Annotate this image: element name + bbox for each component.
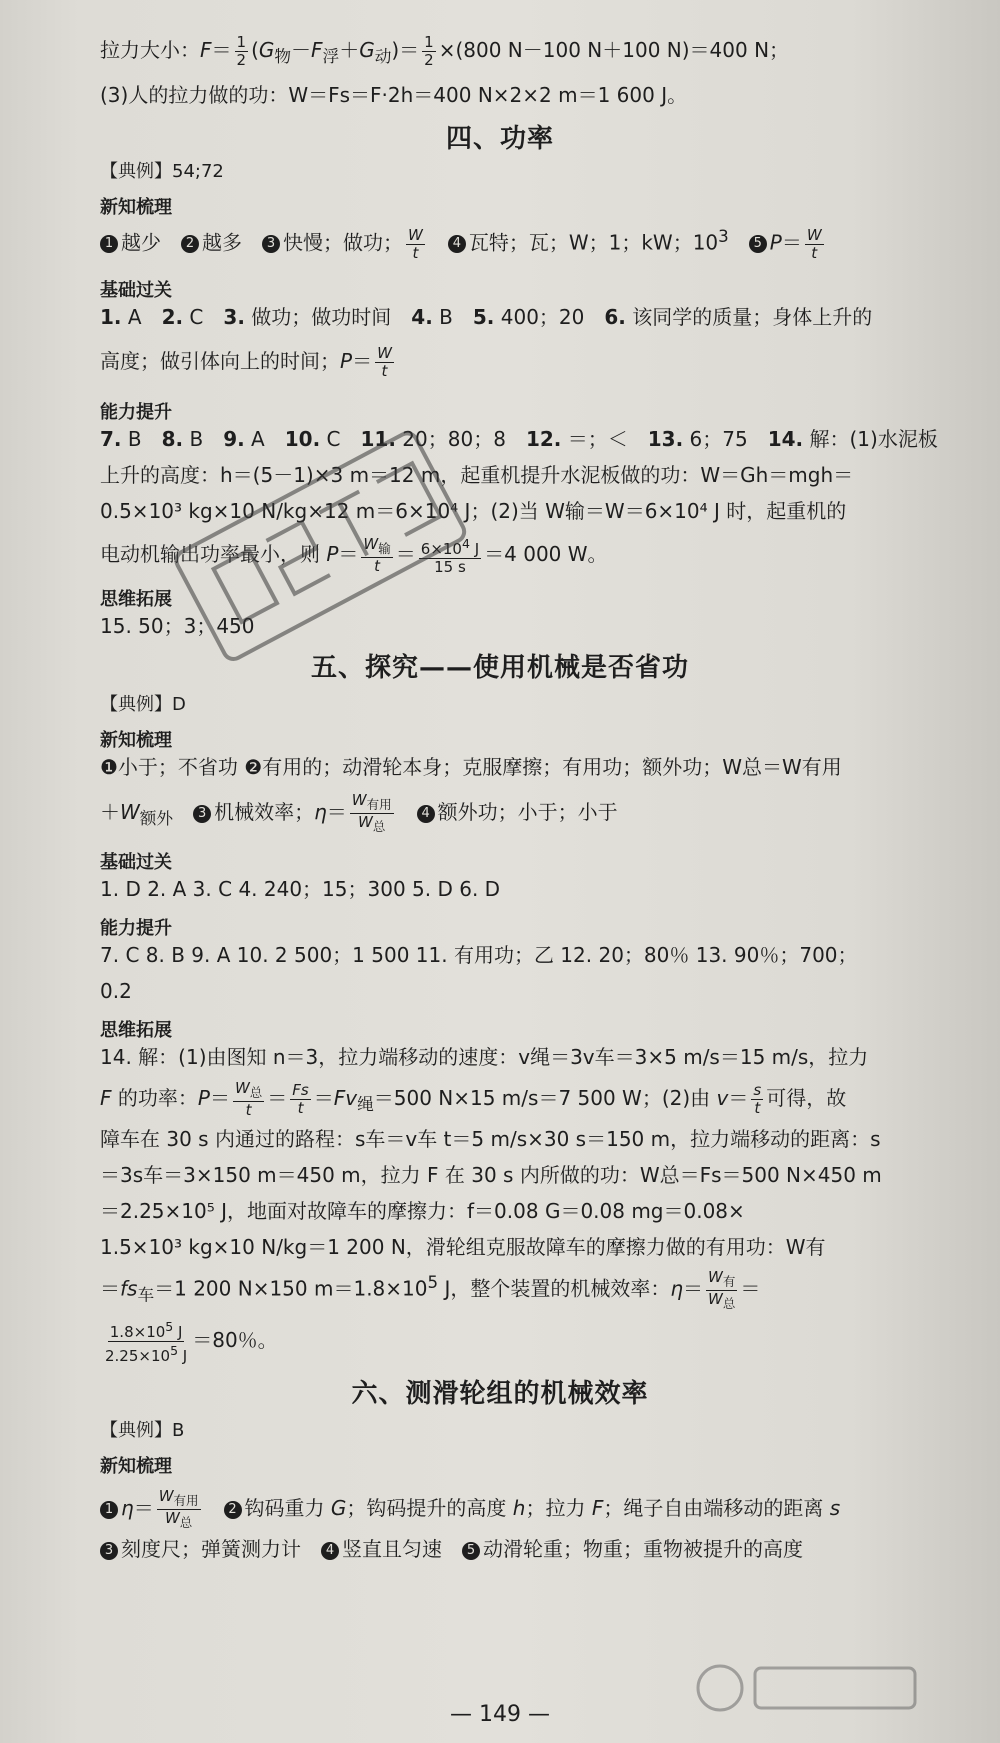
text-line: $+W_{额外}$ 3 机械效率；η＝ $\frac{W_{有用}}{W_总}$ 4 额外功；小于；小于 bbox=[100, 791, 618, 834]
text-line: 0.2 bbox=[100, 979, 132, 1003]
text-line: 14. 解：(1)由图知 n＝3，拉力端移动的速度：v绳＝3v车＝3×5 m/s＝15 m/s，拉力 bbox=[100, 1045, 869, 1069]
example-answer: 【典例】54;72 bbox=[100, 161, 224, 182]
subsection-label: 能力提升 bbox=[100, 402, 172, 423]
subsection-label: 新知梳理 bbox=[100, 1456, 172, 1477]
text-line: 15. 50；3；450 bbox=[100, 614, 255, 638]
page-number: — 149 — bbox=[450, 1702, 550, 1727]
text-line: 7. B 8. B 9. A 10. C 11. 20；80；8 12. ＝；＜ 13. 6；75 14. 解：(1)水泥板 bbox=[100, 427, 938, 451]
text-line: 1.5×10³ kg×10 N/kg＝1 200 N，滑轮组克服故障车的摩擦力做的有用功：W有 bbox=[100, 1235, 826, 1259]
example-answer: 【典例】D bbox=[100, 694, 186, 715]
subsection-label: 能力提升 bbox=[100, 918, 172, 939]
subsection-label: 思维拓展 bbox=[100, 589, 172, 610]
text-line: 上升的高度：h＝(5－1)×3 m＝12 m，起重机提升水泥板做的功：W＝Gh＝mgh＝ bbox=[100, 463, 854, 487]
text-line: 1. A 2. C 3. 做功；做功时间 4. B 5. 400；20 6. 该同学的质量；身体上升的 bbox=[100, 305, 873, 329]
text-line: (3)人的拉力做的功：W＝Fs＝F·2h＝400 N×2×2 m＝1 600 J。 bbox=[100, 83, 688, 107]
subsection-label: 基础过关 bbox=[100, 852, 172, 873]
text-line: $=fs_车=1$ 200 N×150 $m=1.8\times 10^5$ J，整个装置的机械效率：η＝ $\frac{W_有}{W_总}$ ＝ bbox=[100, 1267, 761, 1311]
text-line: 7. C 8. B 9. A 10. 2 500；1 500 11. 有用功；乙 12. 20；80％ 13. 90％；700； bbox=[100, 943, 858, 967]
text-line: 1 η＝ $\frac{W_{有用}}{W_总}$ 2 钩码重力 G；钩码提升的高度 h；拉力 F；绳子自由端移动的距离 s bbox=[100, 1488, 840, 1531]
text-line: 1 越少 2 越多 3 快慢；做功； $\frac{W}{t}$ 4 瓦特；瓦；W；1；kW；$10^3$ 5 P＝ $\frac{W}{t}$ bbox=[100, 222, 827, 262]
section-title: 六、测滑轮组的机械效率 bbox=[351, 1379, 649, 1409]
example-answer: 【典例】B bbox=[100, 1420, 185, 1441]
text-line: 障车在 30 s 内通过的路程：s车＝v车 t＝5 m/s×30 s＝150 m，拉力端移动的距离：s bbox=[100, 1127, 881, 1151]
text-line: ＝2.25×10⁵ J，地面对故障车的摩擦力：f＝0.08 G＝0.08 mg＝0.08× bbox=[100, 1199, 745, 1223]
subsection-label: 新知梳理 bbox=[100, 197, 172, 218]
stamp-watermark bbox=[160, 430, 490, 680]
text-line: 1. D 2. A 3. C 4. 240；15；300 5. D 6. D bbox=[100, 877, 501, 901]
text-line: 3 刻度尺；弹簧测力计 4 竖直且匀速 5 动滑轮重；物重；重物被提升的高度 bbox=[100, 1534, 803, 1564]
site-watermark bbox=[690, 1658, 930, 1718]
section-title: 四、功率 bbox=[445, 124, 554, 154]
subsection-label: 思维拓展 bbox=[100, 1020, 172, 1041]
text-line: 电动机输出功率最小，则 P＝ $\frac{W_输}{t}$ ＝ $\frac{6\times 10^4 J}{15 s}$ ＝4 000 W。 bbox=[100, 535, 608, 576]
text-line: 高度；做引体向上的时间；P＝ $\frac{W}{t}$ bbox=[100, 344, 392, 380]
text-line: ❶小于；不省功 ❷有用的；动滑轮本身；克服摩擦；有用功；额外功；W总＝W有用 bbox=[100, 755, 842, 779]
subsection-label: 新知梳理 bbox=[100, 730, 172, 751]
text-line: 0.5×10³ kg×10 N/kg×12 m＝6×10⁴ J；(2)当 W输＝W＝6×10⁴ J 时，起重机的 bbox=[100, 499, 847, 523]
text-line: $\frac{1.8\times 10^5 J}{2.25\times 10^5 J}$ ＝80％。 bbox=[105, 1319, 278, 1365]
section-title: 五、探究——使用机械是否省功 bbox=[310, 653, 689, 683]
text-line: F 的功率：P＝ $\frac{W_总}{t}$ ＝ $\frac{Fs}{t}$ $=Fv_绳=500$ N×15 m/s＝7 500 W；(2)由 v＝ $\frac{s}{t}$ 可得，故 bbox=[100, 1079, 847, 1119]
subsection-label: 基础过关 bbox=[100, 280, 172, 301]
text-line: 拉力大小：F＝ $\frac{1}{2}$ $(G_物-F_浮+G_动)=$ $\frac{1}{2}$ ×(800 N－100 N＋100 N)＝400 N； bbox=[100, 33, 790, 69]
text-line: ＝3s车＝3×150 m＝450 m，拉力 F 在 30 s 内所做的功：W总＝Fs＝500 N×450 m bbox=[100, 1163, 882, 1187]
